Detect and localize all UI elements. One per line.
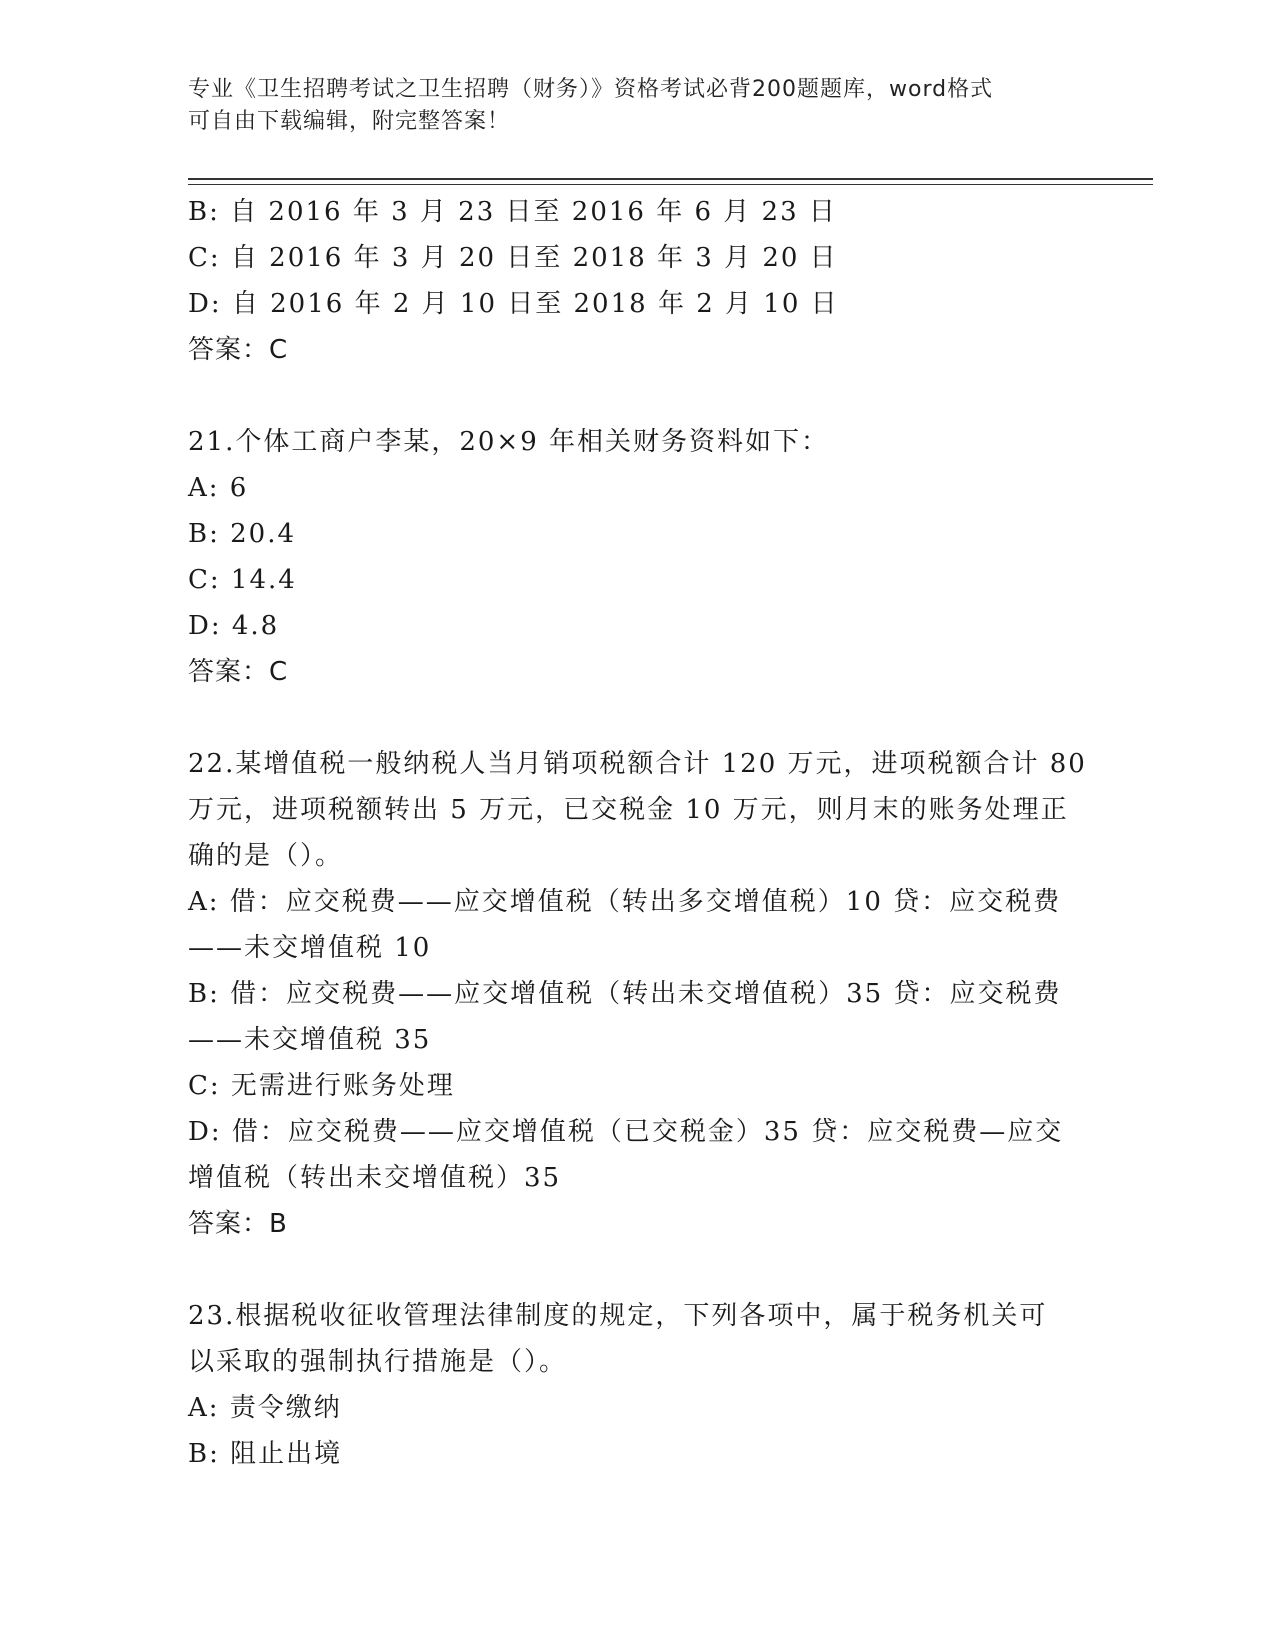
question-text: 21.个体工商户李某，20×9 年相关财务资料如下：: [188, 427, 830, 457]
header-divider-thick: [188, 178, 1153, 180]
question-23-block: [188, 1293, 1088, 1477]
option-a: A: 责令缴纳: [188, 1393, 342, 1423]
option-b: B: 自 2016 年 3 月 23 日至 2016 年 6 月 23 日: [188, 197, 837, 227]
question-text-line-2: 万元，进项税额转出 5 万元，已交税金 10 万元，则月末的账务处理正: [188, 795, 1069, 825]
option-b-line-2: ——未交增值税 35: [188, 1025, 432, 1055]
answer: 答案：B: [188, 1209, 288, 1239]
option-d-line-2: 增值税（转出未交增值税）35: [188, 1163, 562, 1193]
question-22-block: [188, 741, 1088, 1247]
question-text-line-1: 23.根据税收征收管理法律制度的规定，下列各项中，属于税务机关可: [188, 1301, 1048, 1331]
spacer: [188, 1247, 1088, 1293]
document-header: [188, 74, 1088, 138]
answer: 答案：C: [188, 657, 289, 687]
answer: 答案：C: [188, 335, 289, 365]
option-c: C: 14.4: [188, 565, 297, 595]
option-d: D: 4.8: [188, 611, 280, 641]
spacer: [188, 373, 1088, 419]
option-b: B: 阻止出境: [188, 1439, 343, 1469]
question-20-block: [188, 189, 1088, 373]
option-d: D: 自 2016 年 2 月 10 日至 2018 年 2 月 10 日: [188, 289, 839, 319]
question-text-line-3: 确的是（）。: [188, 841, 344, 871]
header-divider-thin: [188, 184, 1153, 185]
option-b-line-1: B: 借：应交税费——应交增值税（转出未交增值税）35 贷：应交税费: [188, 979, 1062, 1009]
question-21-block: [188, 419, 1088, 695]
question-text-line-1: 22.某增值税一般纳税人当月销项税额合计 120 万元，进项税额合计 80: [188, 749, 1087, 779]
option-a-line-1: A: 借：应交税费——应交增值税（转出多交增值税）10 贷：应交税费: [188, 887, 1062, 917]
option-b: B: 20.4: [188, 519, 297, 549]
option-c: C: 无需进行账务处理: [188, 1071, 455, 1101]
option-a-line-2: ——未交增值税 10: [188, 933, 432, 963]
header-line-1: 专业《卫生招聘考试之卫生招聘（财务）》资格考试必背200题题库，word格式: [188, 77, 994, 102]
header-line-2: 可自由下载编辑，附完整答案！: [188, 109, 511, 134]
option-a: A: 6: [188, 473, 249, 503]
option-d-line-1: D: 借：应交税费——应交增值税（已交税金）35 贷：应交税费—应交: [188, 1117, 1064, 1147]
question-text-line-2: 以采取的强制执行措施是（）。: [188, 1347, 568, 1377]
document-body: [188, 189, 1088, 1477]
spacer: [188, 695, 1088, 741]
option-c: C: 自 2016 年 3 月 20 日至 2018 年 3 月 20 日: [188, 243, 838, 273]
